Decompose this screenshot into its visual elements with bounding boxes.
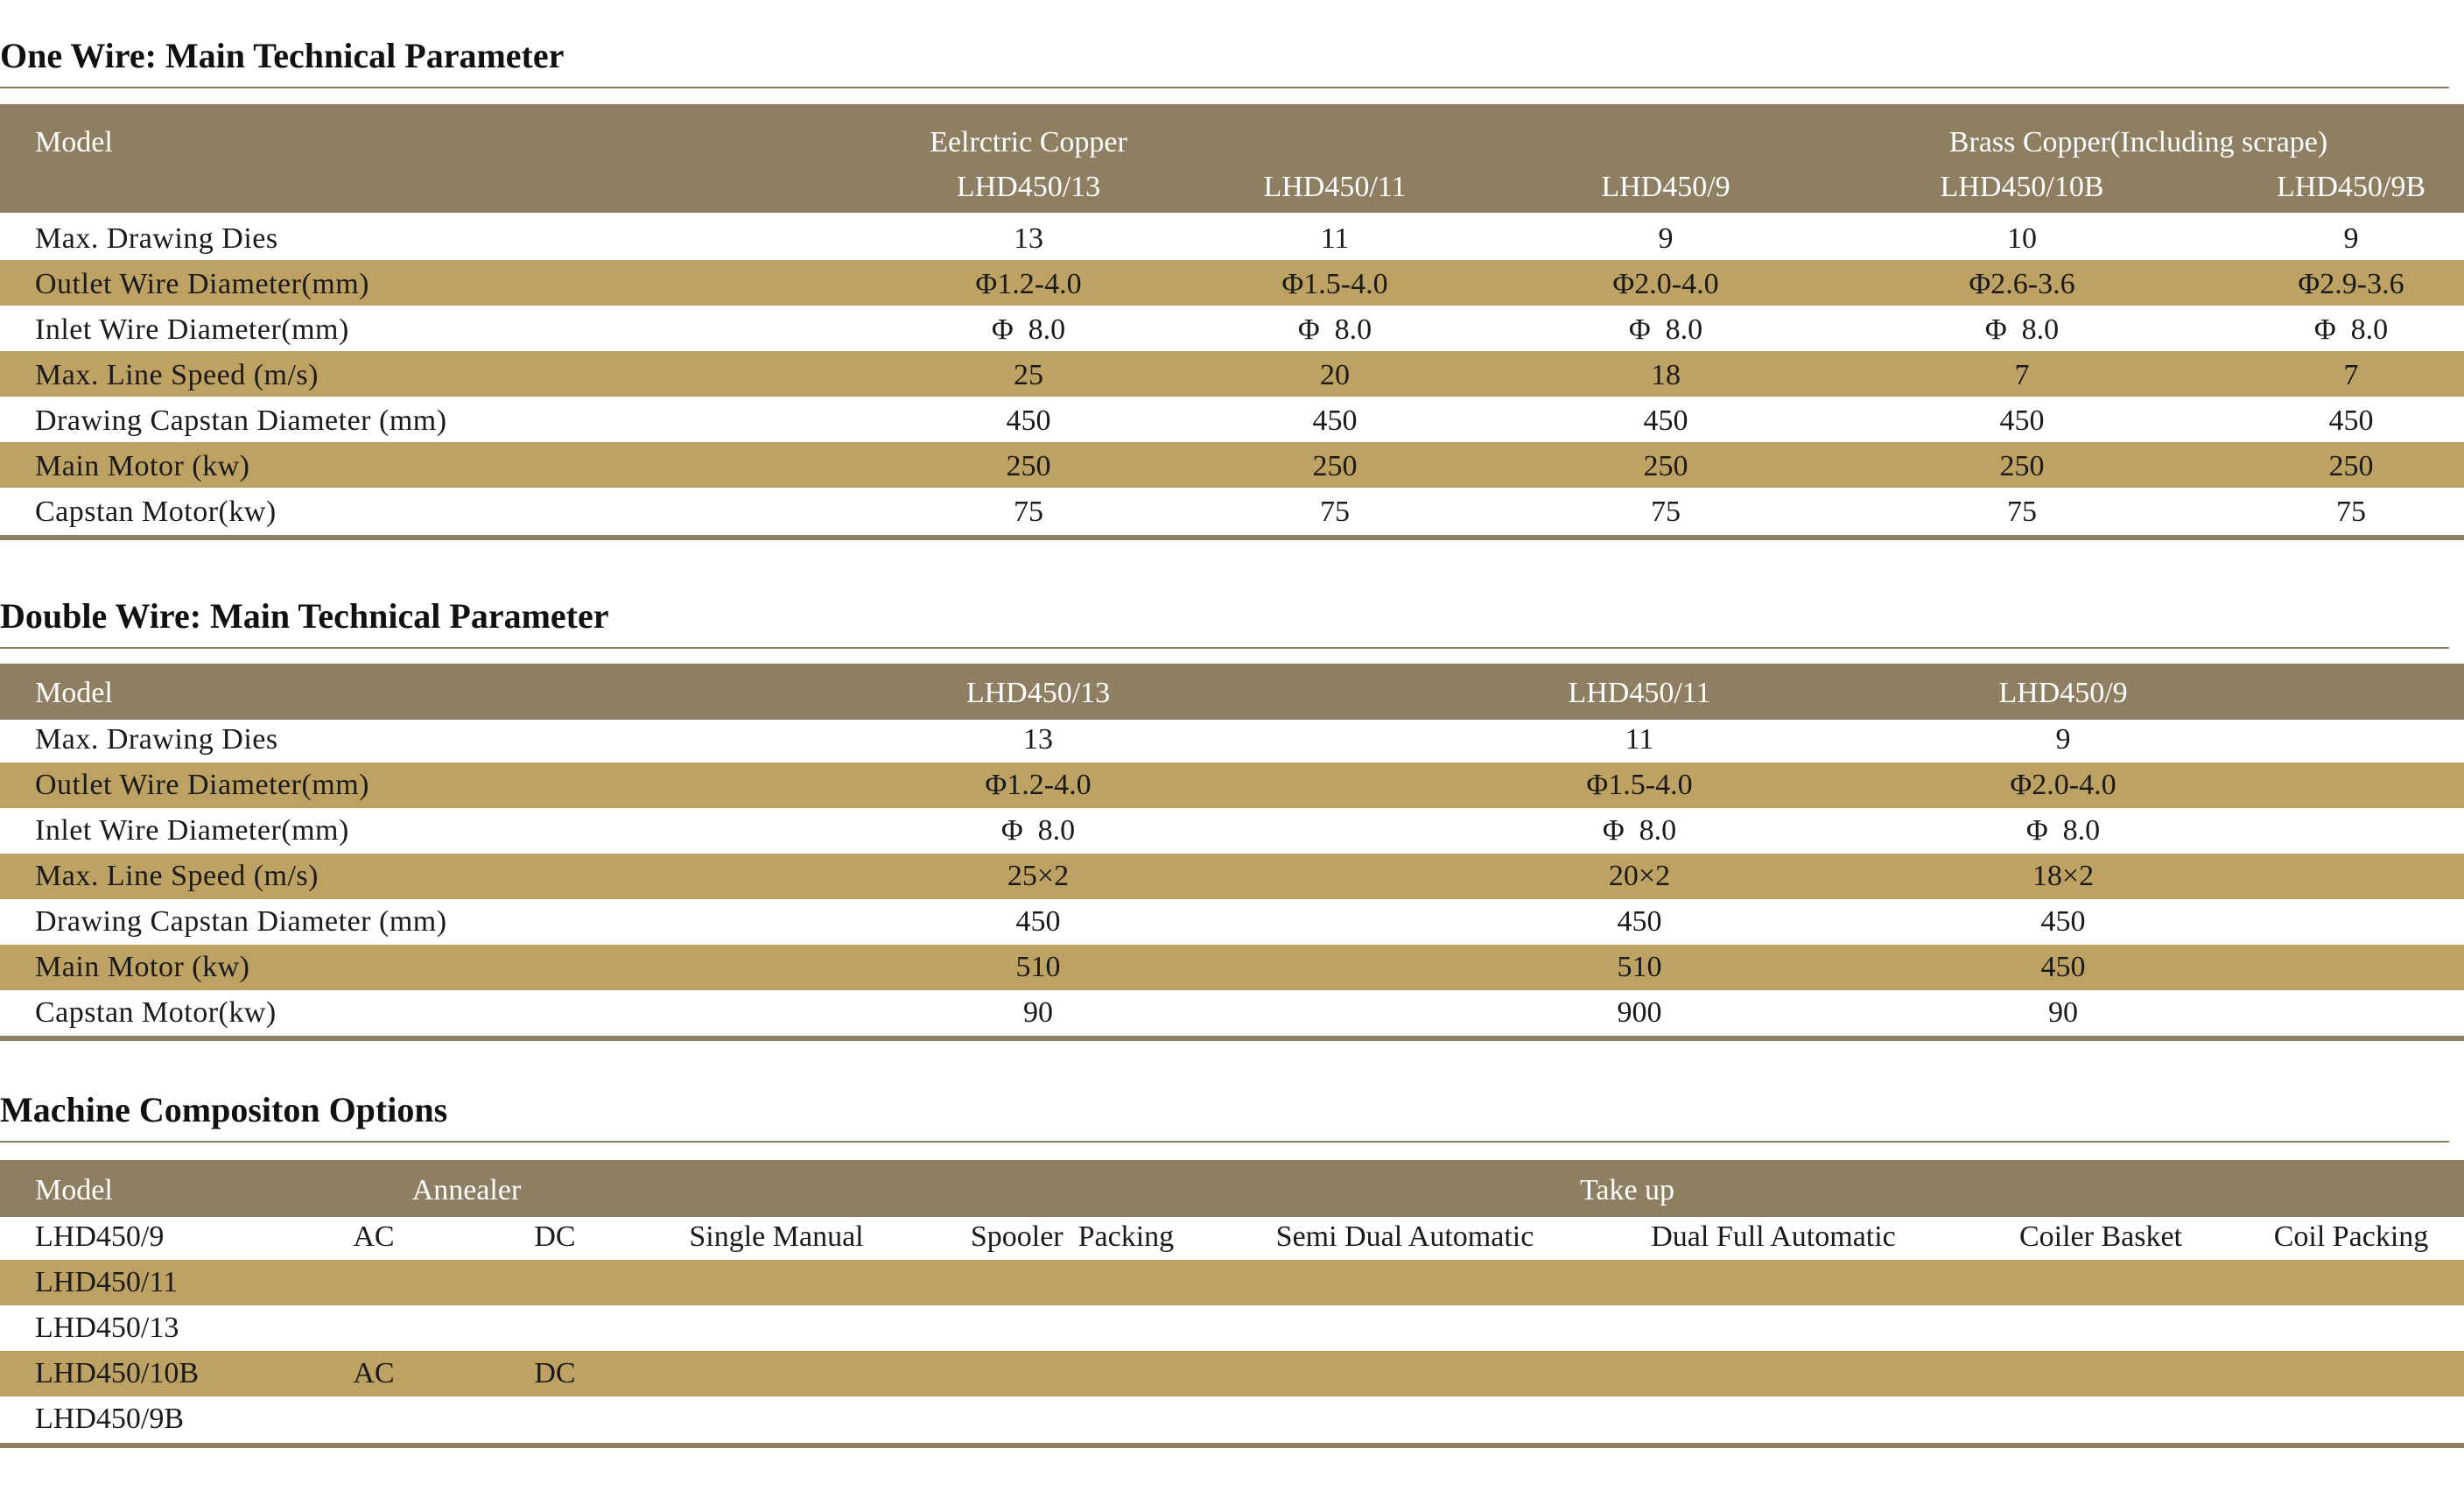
one-wire-group-brass: Brass Copper(Including scrape) xyxy=(1948,126,2328,158)
options-row-model: LHD450/13 xyxy=(35,1312,179,1344)
one-wire-title: One Wire: Main Technical Parameter xyxy=(0,36,565,75)
options-row-model: LHD450/11 xyxy=(35,1266,179,1298)
row-label: Inlet Wire Diameter(mm) xyxy=(35,313,349,346)
row-value: 90 xyxy=(2048,996,2078,1029)
options-dc: DC xyxy=(534,1220,576,1253)
row-value: 18 xyxy=(1651,359,1681,391)
row-label: Inlet Wire Diameter(mm) xyxy=(35,814,349,847)
one-wire-model-col: LHD450/10B xyxy=(1940,171,2104,203)
row-label: Drawing Capstan Diameter (mm) xyxy=(35,404,447,437)
row-value: 18×2 xyxy=(2032,860,2095,892)
double-wire-title: Double Wire: Main Technical Parameter xyxy=(0,596,609,636)
row-value: Φ 8.0 xyxy=(991,313,1066,346)
one-wire-title-rule xyxy=(0,87,2449,88)
row-value: 11 xyxy=(1320,222,1350,255)
row-value: Φ2.0-4.0 xyxy=(1612,268,1719,300)
row-value: Φ 8.0 xyxy=(1297,313,1372,346)
row-label: Max. Drawing Dies xyxy=(35,723,278,756)
row-value: Φ 8.0 xyxy=(1984,313,2060,346)
row-value: 450 xyxy=(2040,905,2086,938)
row-value: 75 xyxy=(1651,496,1681,528)
row-value: 90 xyxy=(1023,996,1053,1029)
row-value: 9 xyxy=(1658,222,1674,255)
row-value: Φ 8.0 xyxy=(1000,814,1076,847)
row-label: Outlet Wire Diameter(mm) xyxy=(35,268,369,300)
one-wire-model-col: LHD450/11 xyxy=(1263,171,1407,203)
options-title: Machine Compositon Options xyxy=(0,1090,448,1129)
options-model-label: Model xyxy=(35,1174,113,1206)
options-ac: AC xyxy=(353,1220,395,1253)
row-label: Max. Line Speed (m/s) xyxy=(35,359,319,391)
row-value: 11 xyxy=(1625,723,1654,756)
row-value: Φ2.9-3.6 xyxy=(2298,268,2404,300)
double-wire-stripe xyxy=(0,854,2464,899)
double-wire-model-col: LHD450/11 xyxy=(1568,677,1711,709)
one-wire-model-col: LHD450/13 xyxy=(956,171,1101,203)
row-value: 450 xyxy=(1006,404,1051,437)
row-label: Max. Drawing Dies xyxy=(35,222,278,255)
one-wire-model-col: LHD450/9 xyxy=(1601,171,1730,203)
double-wire-model-label: Model xyxy=(35,677,113,709)
options-row-ac: AC xyxy=(353,1357,395,1389)
row-value: 75 xyxy=(2007,496,2037,528)
one-wire-stripe xyxy=(0,442,2464,488)
one-wire-model-col: LHD450/9B xyxy=(2277,171,2425,203)
row-value: 450 xyxy=(1643,404,1688,437)
options-row-model: LHD450/10B xyxy=(35,1357,199,1389)
options-takeup-option: Spooler Packing xyxy=(970,1220,1175,1253)
double-wire-bottom-rule xyxy=(0,1036,2464,1041)
options-row-model: LHD450/9B xyxy=(35,1403,184,1435)
row-value: 510 xyxy=(1617,951,1662,983)
row-value: 75 xyxy=(2336,496,2366,528)
row-value: 20 xyxy=(1320,359,1350,391)
options-takeup-option: Dual Full Automatic xyxy=(1651,1220,1896,1253)
double-wire-title-rule xyxy=(0,647,2449,649)
row-label: Main Motor (kw) xyxy=(35,951,250,983)
row-value: 450 xyxy=(1617,905,1662,938)
row-value: Φ 8.0 xyxy=(2313,313,2389,346)
options-row-dc: DC xyxy=(534,1357,576,1389)
options-header xyxy=(0,1160,2464,1217)
row-value: 13 xyxy=(1014,222,1043,255)
options-takeup-option: Semi Dual Automatic xyxy=(1275,1220,1534,1253)
row-value: 250 xyxy=(1999,450,2045,482)
row-value: Φ 8.0 xyxy=(1602,814,1677,847)
row-value: 510 xyxy=(1015,951,1061,983)
options-bottom-rule xyxy=(0,1443,2464,1448)
row-value: 250 xyxy=(1312,450,1358,482)
options-takeup-option: Coil Packing xyxy=(2273,1220,2429,1253)
row-value: Φ1.2-4.0 xyxy=(975,268,1082,300)
options-takeup-option: Single Manual xyxy=(689,1220,864,1253)
row-value: 9 xyxy=(2343,222,2359,255)
row-value: 9 xyxy=(2055,723,2071,756)
row-value: 10 xyxy=(2007,222,2037,255)
row-label: Main Motor (kw) xyxy=(35,450,250,482)
double-wire-stripe xyxy=(0,945,2464,990)
double-wire-model-col: LHD450/13 xyxy=(965,677,1111,709)
row-value: 13 xyxy=(1023,723,1053,756)
row-value: Φ2.0-4.0 xyxy=(2010,769,2117,801)
row-value: 250 xyxy=(1006,450,1051,482)
options-stripe xyxy=(0,1260,2464,1305)
row-label: Capstan Motor(kw) xyxy=(35,996,277,1029)
row-value: 20×2 xyxy=(1608,860,1671,892)
double-wire-model-col: LHD450/9 xyxy=(1998,677,2128,709)
row-value: 250 xyxy=(1643,450,1688,482)
row-value: Φ1.5-4.0 xyxy=(1281,268,1388,300)
row-label: Outlet Wire Diameter(mm) xyxy=(35,769,369,801)
row-value: 450 xyxy=(1999,404,2045,437)
row-value: 900 xyxy=(1617,996,1662,1029)
options-annealer-label: Annealer xyxy=(411,1174,522,1206)
options-takeup-label: Take up xyxy=(1579,1174,1675,1206)
row-value: 7 xyxy=(2343,359,2359,391)
options-takeup-option: Coiler Basket xyxy=(2018,1220,2183,1253)
row-value: 450 xyxy=(2040,951,2086,983)
row-label: Max. Line Speed (m/s) xyxy=(35,860,319,892)
one-wire-bottom-rule xyxy=(0,535,2464,540)
row-value: 7 xyxy=(2014,359,2030,391)
row-value: 25 xyxy=(1014,359,1043,391)
one-wire-stripe xyxy=(0,351,2464,397)
row-value: 450 xyxy=(2328,404,2374,437)
options-title-rule xyxy=(0,1141,2449,1143)
row-value: 25×2 xyxy=(1007,860,1070,892)
one-wire-model-label: Model xyxy=(35,126,113,158)
row-value: 450 xyxy=(1312,404,1358,437)
row-value: Φ1.5-4.0 xyxy=(1586,769,1693,801)
row-value: 450 xyxy=(1015,905,1061,938)
options-model: LHD450/9 xyxy=(35,1220,165,1253)
row-value: Φ2.6-3.6 xyxy=(1969,268,2075,300)
row-label: Capstan Motor(kw) xyxy=(35,496,277,528)
row-value: Φ1.2-4.0 xyxy=(985,769,1092,801)
row-value: 75 xyxy=(1014,496,1043,528)
row-value: Φ 8.0 xyxy=(2025,814,2101,847)
row-value: 250 xyxy=(2328,450,2374,482)
row-label: Drawing Capstan Diameter (mm) xyxy=(35,905,447,938)
one-wire-group-electric: Eelrctric Copper xyxy=(930,126,1127,158)
one-wire-stripe xyxy=(0,260,2464,306)
row-value: Φ 8.0 xyxy=(1628,313,1703,346)
row-value: 75 xyxy=(1320,496,1350,528)
